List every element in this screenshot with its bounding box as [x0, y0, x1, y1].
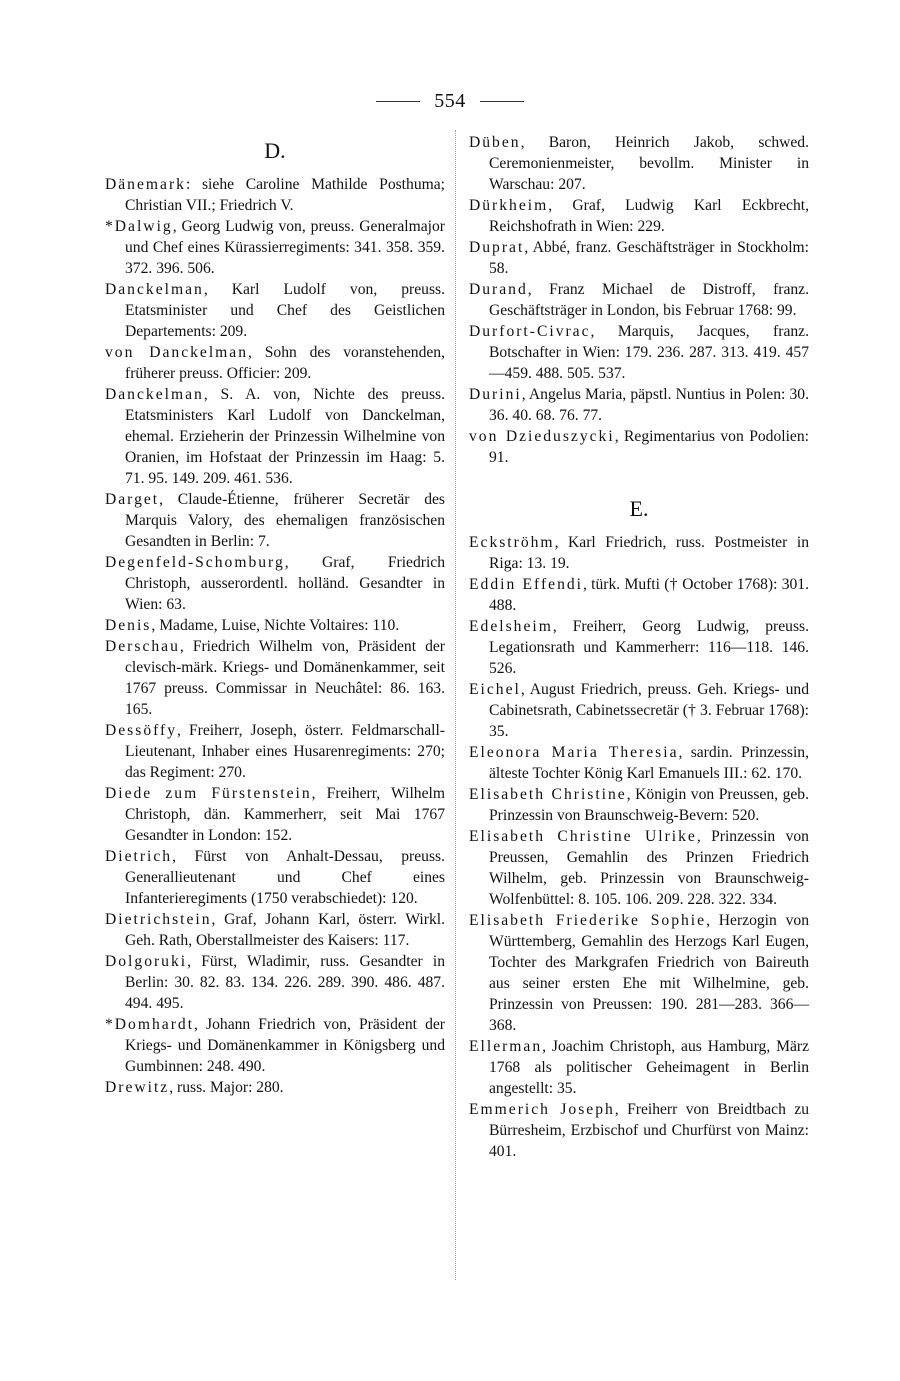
index-entry	[469, 826, 809, 910]
entry-text: , Graf, Ludwig Karl Eckbrecht, Reichshofrath in Wien: 229.	[489, 197, 809, 235]
entry-name: *Dalwig	[105, 218, 173, 235]
index-entry	[105, 783, 445, 846]
entry-text: , Joachim Christoph, aus Hamburg, März 1768 als politischer Geheimagent in Berlin angestellt: 35.	[489, 1038, 809, 1097]
index-entry	[469, 384, 809, 426]
entry-text: , Johann Friedrich von, Präsident der Kriegs- und Domänenkammer in Königsberg und Gumbinnen: 248. 490.	[125, 1016, 445, 1075]
index-entry	[105, 216, 445, 279]
index-entry	[105, 636, 445, 720]
entry-text: , Graf, Friedrich Christoph, ausserordentl. holländ. Gesandter in Wien: 63.	[125, 554, 445, 613]
entry-name: Darget	[105, 491, 160, 508]
index-entry	[469, 532, 809, 574]
index-entry	[469, 426, 809, 468]
entry-name: Danckelman	[105, 386, 204, 403]
index-entry	[469, 195, 809, 237]
entry-text: , Regimentarius von Podolien: 91.	[489, 428, 809, 466]
entry-name: Dessöffy	[105, 722, 178, 739]
entry-name: Dietrich	[105, 848, 173, 865]
entry-text: , Abbé, franz. Geschäftsträger in Stockholm: 58.	[489, 239, 809, 277]
index-entry	[105, 489, 445, 552]
index-entry	[469, 237, 809, 279]
entry-name: Dänemark	[105, 176, 186, 193]
entry-name: Durfort-Civrac	[469, 323, 591, 340]
index-entry	[105, 342, 445, 384]
section-letter-e: E.	[629, 496, 649, 521]
entry-text: , August Friedrich, preuss. Geh. Kriegs- und Cabinetsrath, Cabinetssecretär († 3. Februar 1768): 35.	[489, 681, 809, 740]
entry-name: Dolgoruki	[105, 953, 188, 970]
entry-text: , Sohn des voranstehenden, früherer preuss. Officier: 209.	[125, 344, 445, 382]
entry-text: , türk. Mufti († October 1768): 301. 488.	[489, 576, 809, 614]
entry-name: Eleonora Maria Theresia	[469, 744, 679, 761]
entry-text: : siehe Caroline Mathilde Posthuma; Christian VII.; Friedrich V.	[125, 176, 445, 214]
entry-name: *Domhardt	[105, 1016, 195, 1033]
index-entry	[105, 279, 445, 342]
index-entry	[469, 1099, 809, 1162]
entry-name: Durand	[469, 281, 528, 298]
entry-text: , Freiherr, Joseph, österr. Feldmarschall-Lieutenant, Inhaber eines Husarenregiments: 270; das Regiment: 270.	[125, 722, 445, 781]
entry-text: , Baron, Heinrich Jakob, schwed. Ceremonienmeister, bevollm. Minister in Warschau: 207.	[489, 134, 809, 193]
index-entry	[469, 910, 809, 1036]
index-entry	[469, 574, 809, 616]
index-entry	[105, 846, 445, 909]
entry-text: , Karl Friedrich, russ. Postmeister in Riga: 13. 19.	[489, 534, 809, 572]
page-header	[0, 86, 900, 116]
right-entry-list-e	[469, 532, 809, 1162]
entry-text: , sardin. Prinzessin, älteste Tochter König Karl Emanuels III.: 62. 170.	[489, 744, 809, 782]
index-entry	[469, 279, 809, 321]
index-entry	[469, 679, 809, 742]
entry-text: , Freiherr, Georg Ludwig, preuss. Legationsrath und Kammerherr: 116—118. 146. 526.	[489, 618, 809, 677]
entry-name: von Danckelman	[105, 344, 249, 361]
right-entry-list-d	[469, 132, 809, 468]
entry-name: Elisabeth Christine Ulrike	[469, 828, 697, 845]
index-entry	[469, 1036, 809, 1099]
index-entry	[105, 384, 445, 489]
entry-name: Eddin Effendi	[469, 576, 583, 593]
column-divider	[455, 130, 456, 1280]
entry-text: , Fürst von Anhalt-Dessau, preuss. Generallieutenant und Chef eines Infanterieregiments (1750 verabschiedet): 120.	[125, 848, 445, 907]
entry-text: , Graf, Johann Karl, österr. Wirkl. Geh. Rath, Oberstallmeister des Kaisers: 117.	[125, 911, 445, 949]
index-entry	[469, 321, 809, 384]
entry-name: Dietrichstein	[105, 911, 212, 928]
index-entry	[105, 615, 445, 636]
entry-text: , Friedrich Wilhelm von, Präsident der clevisch-märk. Kriegs- und Domänenkammer, seit 1767 preuss. Commissar in Neuchâtel: 86. 163. 165.	[125, 638, 445, 718]
entry-name: Ellerman	[469, 1038, 543, 1055]
header-rule-right	[480, 101, 524, 102]
entry-name: Drewitz	[105, 1079, 170, 1096]
index-entry	[105, 951, 445, 1014]
entry-text: , Königin von Preussen, geb. Prinzessin von Braunschweig-Bevern: 520.	[489, 786, 809, 824]
entry-name: Edelsheim	[469, 618, 553, 635]
header-rule-left	[376, 101, 420, 102]
index-entry	[105, 1077, 445, 1098]
entry-text: , Marquis, Jacques, franz. Botschafter in Wien: 179. 236. 287. 313. 419. 457—459. 488. 505. 537.	[489, 323, 809, 382]
entry-name: von Dzieduszycki	[469, 428, 615, 445]
index-entry	[469, 742, 809, 784]
entry-name: Derschau	[105, 638, 180, 655]
entry-text: , Claude-Étienne, früherer Secretär des Marquis Valory, des ehemaligen französischen Gesandten in Berlin: 7.	[125, 491, 445, 550]
entry-text: , russ. Major: 280.	[169, 1079, 284, 1096]
entry-text: , Madame, Luise, Nichte Voltaires: 110.	[151, 617, 400, 634]
entry-name: Emmerich Joseph	[469, 1101, 615, 1118]
entry-name: Degenfeld-Schomburg	[105, 554, 285, 571]
index-entry	[469, 132, 809, 195]
entry-name: Eckströhm	[469, 534, 555, 551]
index-entry	[105, 909, 445, 951]
entry-name: Diede zum Fürstenstein	[105, 785, 312, 802]
index-entry	[469, 616, 809, 679]
entry-name: Elisabeth Christine	[469, 786, 627, 803]
index-entry	[105, 720, 445, 783]
right-column	[469, 132, 809, 1162]
entry-name: Danckelman	[105, 281, 204, 298]
page-number: 554	[434, 89, 466, 112]
entry-text: , Angelus Maria, päpstl. Nuntius in Polen: 30. 36. 40. 68. 76. 77.	[489, 386, 809, 424]
left-entry-list	[105, 174, 445, 1098]
entry-name: Eichel	[469, 681, 521, 698]
index-entry	[105, 552, 445, 615]
entry-name: Durini	[469, 386, 522, 403]
entry-text: , Prinzessin von Preussen, Gemahlin des Prinzen Friedrich Wilhelm, geb. Prinzessin von Braunschweig-Wolfenbüttel: 8. 105. 106. 209. 228. 322. 334.	[489, 828, 809, 908]
entry-text: , Herzogin von Württemberg, Gemahlin des Herzogs Karl Eugen, Tochter des Markgrafen Friedrich von Baireuth aus seiner ersten Ehe mit Wilhelmine, geb. Prinzessin von Preussen: 190. 281—283. 366—368.	[489, 912, 809, 1034]
entry-name: Düben	[469, 134, 521, 151]
left-column	[105, 136, 445, 1098]
entry-name: Denis	[105, 617, 152, 634]
index-entry	[105, 174, 445, 216]
entry-text: , Freiherr, Wilhelm Christoph, dän. Kammerherr, seit Mai 1767 Gesandter in London: 152.	[125, 785, 445, 844]
entry-text: , Franz Michael de Distroff, franz. Geschäftsträger in London, bis Februar 1768: 99.	[489, 281, 809, 319]
entry-text: , Fürst, Wladimir, russ. Gesandter in Berlin: 30. 82. 83. 134. 226. 289. 390. 486. 487. 494. 495.	[125, 953, 445, 1012]
entry-text: , Freiherr von Breidtbach zu Bürresheim, Erzbischof und Churfürst von Mainz: 401.	[489, 1101, 809, 1160]
entry-text: , S. A. von, Nichte des preuss. Etatsministers Karl Ludolf von Danckelman, ehemal. Erzieherin der Prinzessin Wilhelmine von Oranien, im Hofstaat der Prinzessin im Haag: 5. 71. 95. 149. 209. 461. 536.	[125, 386, 445, 487]
index-entry	[469, 784, 809, 826]
entry-text: , Karl Ludolf von, preuss. Etatsminister und Chef des Geistlichen Departements: 209.	[125, 281, 445, 340]
section-letter-d: D.	[264, 138, 286, 163]
entry-text: , Georg Ludwig von, preuss. Generalmajor und Chef eines Kürassierregiments: 341. 358. 359. 372. 396. 506.	[125, 218, 445, 277]
entry-name: Duprat	[469, 239, 525, 256]
index-entry	[105, 1014, 445, 1077]
entry-name: Dürkheim	[469, 197, 549, 214]
entry-name: Elisabeth Friederike Sophie	[469, 912, 707, 929]
